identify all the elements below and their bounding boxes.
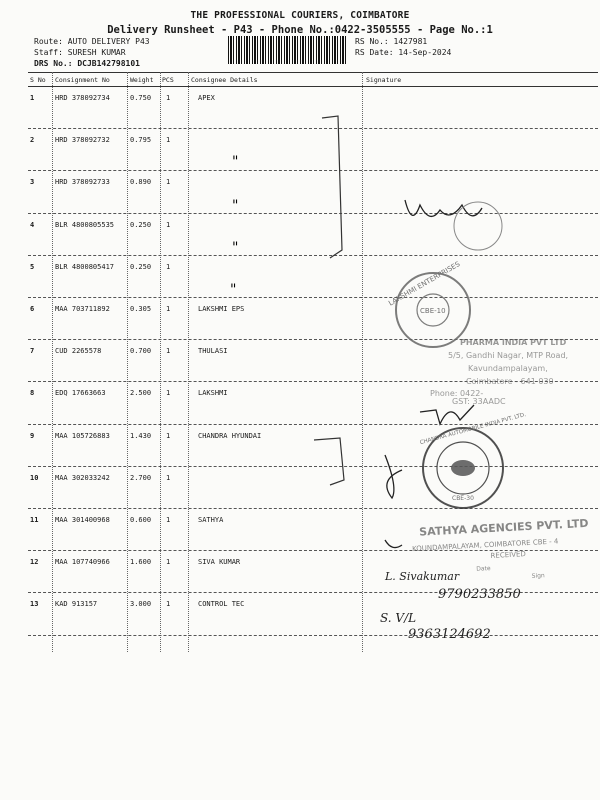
pharma-stamp-gst: GST: 33AADC: [452, 397, 506, 406]
pharma-stamp-addr3: Coimbatore - 641 030: [466, 377, 554, 386]
signature-phone-12: 9790233850: [438, 587, 521, 602]
lakshmi-stamp-text: LAKSHMI ENTERPRISES: [387, 260, 462, 308]
cell-consignee: CHANDRA HYUNDAI: [198, 431, 262, 440]
cell-sno: 10: [30, 473, 39, 482]
cell-consignee: SIVA KUMAR: [198, 558, 241, 567]
cell-consignee: CONTROL TEC: [198, 600, 245, 609]
cell-pcs: 1: [166, 347, 171, 356]
cell-consignment: MAA 301400968: [55, 516, 110, 524]
chandra-stamp: [419, 412, 527, 508]
col-header-consignee: Consignee Details: [191, 76, 258, 84]
sathya-stamp-addr: KOUNDAMPALAYAM, COIMBATORE CBE - 4: [411, 537, 559, 554]
cell-consignee: LAKSHMI EPS: [198, 305, 245, 313]
cell-pcs: 1: [166, 516, 171, 524]
col-header-consignment: Consignment No: [55, 76, 110, 84]
cell-pcs: 1: [166, 220, 171, 229]
cell-weight: 0.250: [130, 220, 152, 229]
chandra-stamp-city: CBE-30: [452, 495, 474, 502]
lakshmi-stamp: [387, 260, 470, 347]
cell-weight: 2.700: [130, 473, 152, 482]
cell-sno: 1: [30, 94, 35, 102]
cell-sno: 4: [30, 220, 35, 229]
cell-consignee: LAKSHMI: [198, 389, 228, 398]
cell-consignee: APEX: [198, 94, 215, 102]
sathya-stamp-name: SATHYA AGENCIES PVT. LTD: [418, 516, 589, 539]
sathya-stamp-date: Date: [476, 565, 491, 573]
sathya-stamp-received: RECEIVED: [490, 550, 527, 560]
cell-sno: 9: [30, 431, 35, 440]
lakshmi-stamp-city: CBE-10: [420, 307, 446, 315]
cell-consignment: MAA 105726883: [55, 431, 110, 440]
cell-weight: 0.795: [130, 136, 152, 145]
cell-sno: 13: [30, 600, 39, 609]
col-header-signature: Signature: [366, 76, 402, 84]
cell-pcs: 1: [166, 94, 171, 102]
chandra-stamp-text: CHANDRA AUTOMOBILE INDIA PVT. LTD.: [419, 412, 527, 447]
cell-consignment: HRD 378092734: [55, 94, 110, 102]
pharma-stamp-addr1: 5/5, Gandhi Nagar, MTP Road,: [448, 351, 569, 360]
cell-consignment: EDQ 17663663: [55, 389, 106, 398]
cell-sno: 12: [30, 558, 39, 567]
ditto-mark: ": [232, 198, 239, 214]
ditto-mark: ": [232, 154, 239, 170]
cell-pcs: 1: [166, 178, 171, 187]
cell-sno: 7: [30, 347, 35, 356]
cell-weight: 1.600: [130, 558, 152, 567]
cell-sno: 11: [30, 516, 39, 524]
cell-weight: 0.600: [130, 516, 152, 524]
cell-consignment: KAD 913157: [55, 600, 98, 609]
ditto-mark: ": [230, 282, 237, 298]
col-header-pcs: PCS: [162, 76, 174, 84]
cell-pcs: 1: [166, 136, 171, 145]
cell-weight: 0.250: [130, 262, 152, 271]
cell-weight: 0.890: [130, 178, 152, 187]
signature-phone-13: 9363124692: [408, 627, 491, 642]
ditto-mark: ": [232, 240, 239, 256]
cell-sno: 2: [30, 136, 35, 145]
cell-consignment: MAA 302033242: [55, 473, 110, 482]
cell-pcs: 1: [166, 305, 171, 313]
cell-pcs: 1: [166, 389, 171, 398]
runsheet-title: Delivery Runsheet - P43 - Phone No.:0422-3505555 - Page No.:1: [107, 24, 493, 36]
cell-pcs: 1: [166, 473, 171, 482]
route-label: Route: AUTO DELIVERY P43: [34, 37, 150, 46]
pharma-stamp-name: PHARMA INDIA PVT LTD: [460, 338, 567, 347]
cell-consignment: MAA 703711892: [55, 305, 110, 313]
staff-label: Staff: SURESH KUMAR: [34, 48, 126, 57]
cell-sno: 8: [30, 389, 35, 398]
company-name: THE PROFESSIONAL COURIERS, COIMBATORE: [190, 10, 410, 21]
cell-pcs: 1: [166, 600, 171, 609]
cell-weight: 2.500: [130, 389, 152, 398]
pharma-stamp-phone: Phone: 0422-: [430, 389, 484, 398]
cell-weight: 1.430: [130, 431, 152, 440]
cell-consignee: SATHYA: [198, 516, 224, 524]
cell-pcs: 1: [166, 431, 171, 440]
cell-consignment: HRD 378092733: [55, 178, 110, 187]
cell-weight: 0.750: [130, 94, 152, 102]
sathya-stamp: [411, 517, 591, 586]
cell-pcs: 1: [166, 558, 171, 567]
col-header-sno: S No: [30, 76, 46, 84]
sathya-stamp-sign: Sign: [531, 572, 545, 580]
cell-sno: 6: [30, 305, 35, 313]
drs-label: DRS No.: DCJB142798101: [34, 59, 140, 68]
cell-pcs: 1: [166, 262, 171, 271]
cell-sno: 5: [30, 262, 35, 271]
cell-weight: 0.305: [130, 305, 152, 313]
col-header-weight: Weight: [130, 76, 154, 84]
cell-weight: 3.000: [130, 600, 152, 609]
cell-consignment: BLR 4800805417: [55, 262, 115, 271]
pharma-stamp-addr2: Kavundampalayam,: [468, 364, 548, 373]
cell-consignee: THULASI: [198, 347, 228, 356]
cell-weight: 0.700: [130, 347, 152, 356]
rs-date: RS Date: 14-Sep-2024: [355, 48, 452, 57]
signature-name-13: S. V/L: [380, 611, 417, 625]
cell-consignment: MAA 107740966: [55, 558, 110, 567]
cell-consignment: BLR 4800805535: [55, 220, 115, 229]
pharma-stamp: [430, 338, 568, 406]
rs-number: RS No.: 1427981: [355, 37, 428, 46]
cell-sno: 3: [30, 178, 35, 187]
signature-name-12: L. Sivakumar: [385, 570, 460, 583]
cell-consignment: HRD 378092732: [55, 136, 110, 145]
cell-consignment: CUD 2265578: [55, 347, 102, 356]
